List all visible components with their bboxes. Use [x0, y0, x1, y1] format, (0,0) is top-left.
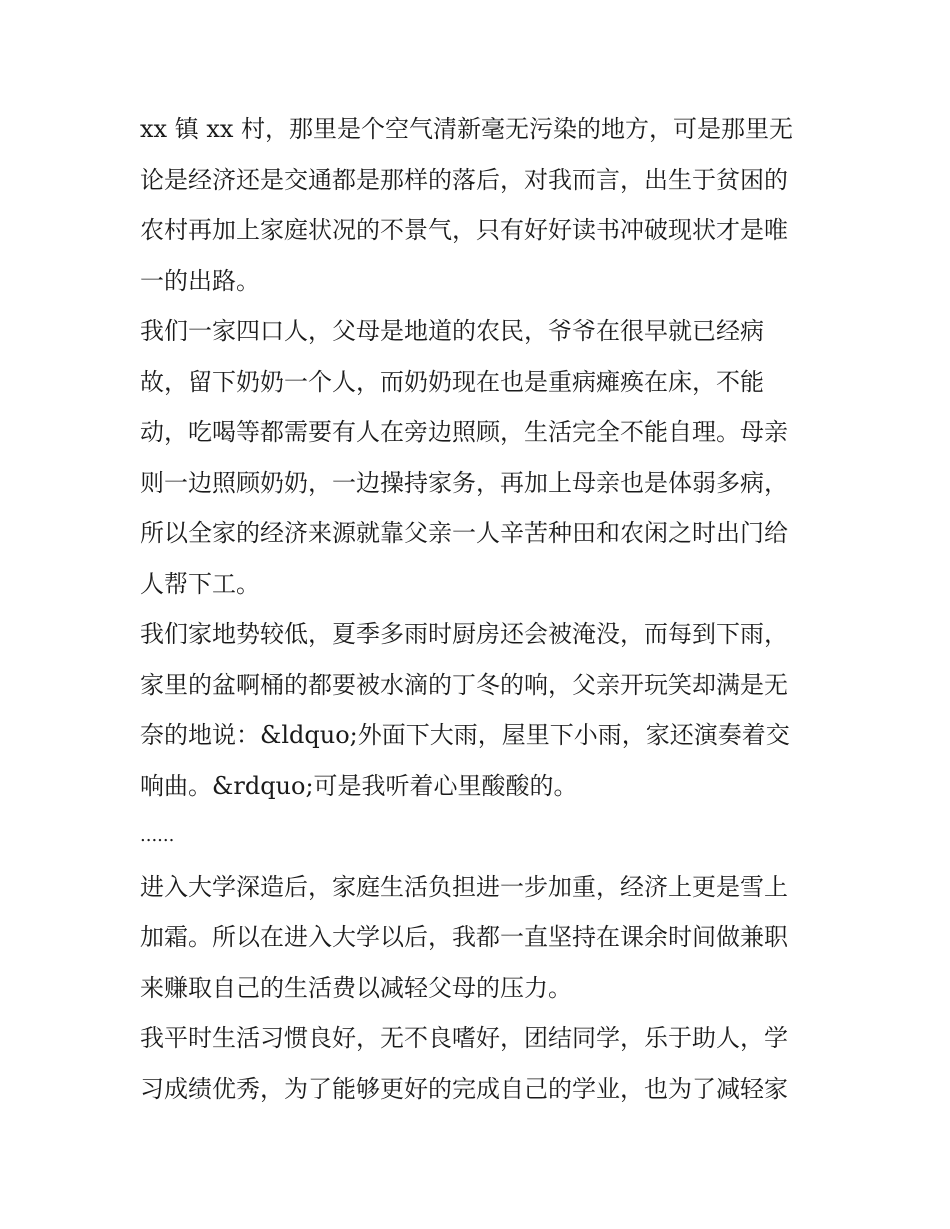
paragraph-house — [140, 609, 818, 811]
text-line: xx 镇 xx 村，那里是个空气清新毫无污染的地方，可是那里无 — [140, 115, 794, 143]
text-line: 习成绩优秀，为了能够更好的完成自己的学业，也为了减轻家 — [140, 1074, 788, 1103]
text-line: 论是经济还是交通都是那样的落后，对我而言，出生于贫困的 — [140, 165, 788, 194]
text-line: 家里的盆啊桶的都要被水滴的丁冬的响，父亲开玩笑却满是无 — [140, 670, 788, 699]
text-line: 故，留下奶奶一个人，而奶奶现在也是重病瘫痪在床，不能 — [140, 367, 764, 396]
text-line: 所以全家的经济来源就靠父亲一人辛苦种田和农闲之时出门给 — [140, 519, 788, 547]
paragraph-ellipsis — [140, 811, 818, 862]
text-line: 奈的地说：&ldquo;外面下大雨，屋里下小雨，家还演奏着交 — [140, 721, 790, 749]
text-line: 则一边照顾奶奶，一边操持家务，再加上母亲也是体弱多病， — [140, 468, 788, 497]
text-line: 来赚取自己的生活费以减轻父母的压力。 — [140, 973, 572, 1002]
text-line: 进入大学深造后，家庭生活负担进一步加重，经济上更是雪上 — [140, 872, 788, 901]
text-line: 一的出路。 — [140, 266, 260, 295]
paragraph-university — [140, 862, 818, 1014]
text-line: 响曲。&rdquo;可是我听着心里酸酸的。 — [140, 771, 578, 800]
text-line: 我们家地势较低，夏季多雨时厨房还会被淹没，而每到下雨， — [140, 620, 788, 648]
ellipsis-text: ...... — [140, 825, 175, 846]
text-line: 动，吃喝等都需要有人在旁边照顾，生活完全不能自理。母亲 — [140, 418, 788, 446]
text-line: 我平时生活习惯良好，无不良嗜好，团结同学，乐于助人，学 — [140, 1024, 788, 1052]
document-body — [140, 104, 818, 1114]
text-line: 农村再加上家庭状况的不景气，只有好好读书冲破现状才是唯 — [140, 216, 788, 244]
paragraph-family — [140, 306, 818, 609]
text-line: 人帮下工。 — [140, 569, 260, 598]
text-line: 我们一家四口人，父母是地道的农民，爷爷在很早就已经病 — [140, 317, 764, 345]
paragraph-hometown — [140, 104, 818, 306]
text-line: 加霜。所以在进入大学以后，我都一直坚持在课余时间做兼职 — [140, 923, 788, 951]
paragraph-habits — [140, 1013, 818, 1114]
